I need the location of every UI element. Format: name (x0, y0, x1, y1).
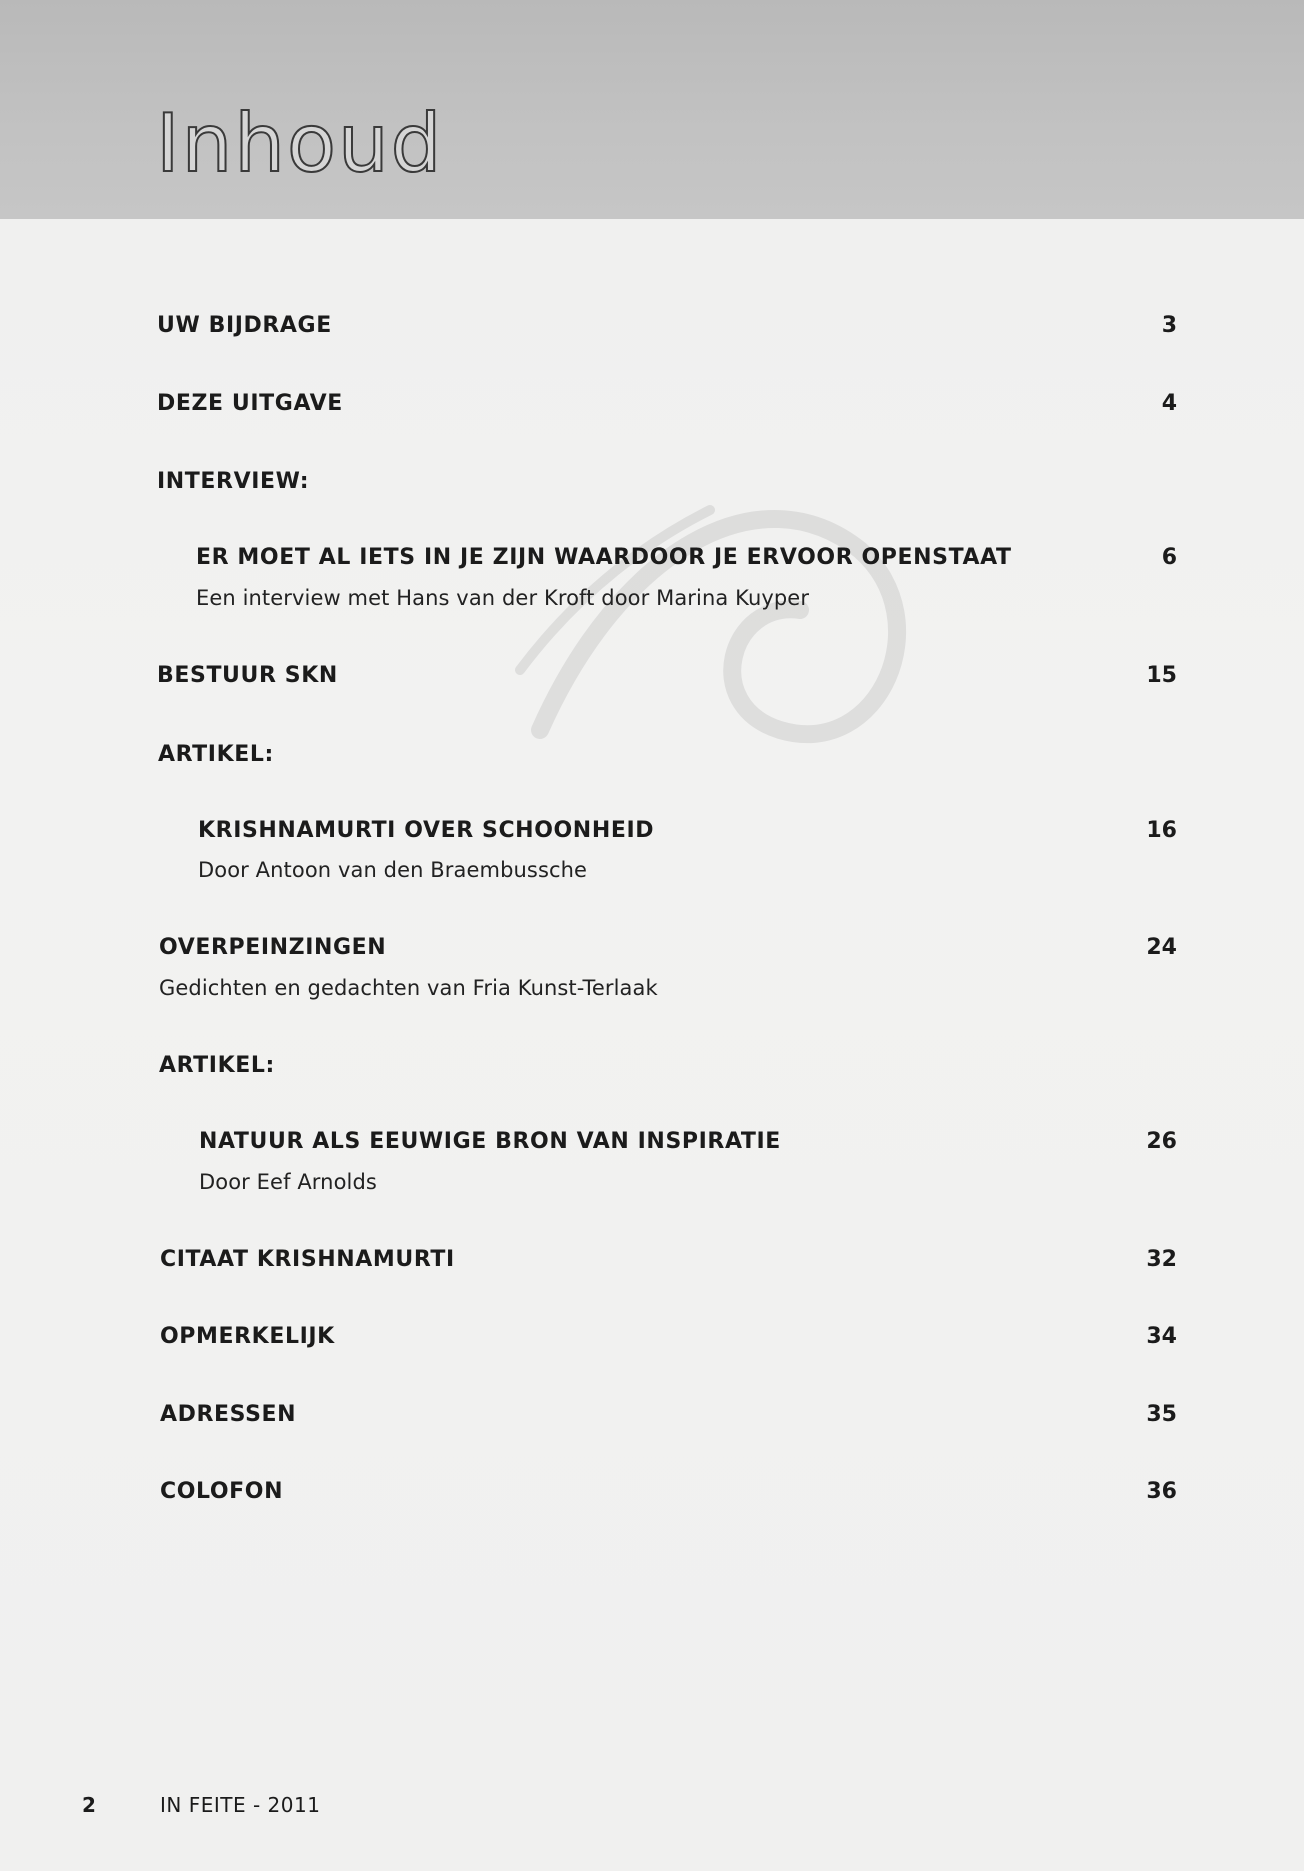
page-title: Inhoud (156, 97, 444, 190)
toc-entry-deze-uitgave[interactable]: DEZE UITGAVE (157, 391, 343, 416)
footer-magazine-title: IN FEITE - 2011 (160, 1793, 321, 1817)
toc-entry-uw-bijdrage[interactable]: UW BIJDRAGE (157, 313, 332, 338)
toc-page-opmerkelijk: 34 (1146, 1324, 1177, 1349)
toc-entry-opmerkelijk[interactable]: OPMERKELIJK (160, 1324, 335, 1349)
toc-page-artikel-schoonheid: 16 (1146, 818, 1177, 843)
toc-entry-adressen[interactable]: ADRESSEN (160, 1402, 297, 1427)
toc-section-artikel: ARTIKEL: (158, 742, 274, 767)
toc-entry-citaat[interactable]: CITAAT KRISHNAMURTI (160, 1247, 455, 1272)
toc-entry-overpeinzingen[interactable]: OVERPEINZINGEN (159, 935, 387, 960)
toc-section-interview: INTERVIEW: (157, 469, 310, 494)
toc-page-artikel-natuur: 26 (1146, 1129, 1177, 1154)
toc-entry-artikel-schoonheid[interactable]: KRISHNAMURTI OVER SCHOONHEID (198, 818, 655, 843)
toc-page-colofon: 36 (1146, 1479, 1177, 1504)
toc-entry-bestuur-skn[interactable]: BESTUUR SKN (157, 663, 338, 688)
toc-page-bestuur-skn: 15 (1146, 663, 1177, 688)
toc-subtitle-overpeinzingen: Gedichten en gedachten van Fria Kunst-Terlaak (159, 976, 658, 1000)
toc-section-artikel-2: ARTIKEL: (159, 1053, 275, 1078)
toc-page-interview: 6 (1161, 545, 1177, 570)
toc-page-uw-bijdrage: 3 (1161, 313, 1177, 338)
toc-subtitle-artikel-natuur: Door Eef Arnolds (199, 1170, 377, 1194)
toc-entry-interview[interactable]: ER MOET AL IETS IN JE ZIJN WAARDOOR JE ERVOOR OPENSTAAT (196, 545, 1012, 570)
toc-subtitle-interview: Een interview met Hans van der Kroft door Marina Kuyper (196, 586, 810, 610)
toc-page-citaat: 32 (1146, 1247, 1177, 1272)
toc-page-overpeinzingen: 24 (1146, 935, 1177, 960)
toc-entry-colofon[interactable]: COLOFON (160, 1479, 284, 1504)
toc-entry-artikel-natuur[interactable]: NATUUR ALS EEUWIGE BRON VAN INSPIRATIE (199, 1129, 781, 1154)
toc-subtitle-artikel-schoonheid: Door Antoon van den Braembussche (198, 858, 588, 882)
toc-page-deze-uitgave: 4 (1161, 391, 1177, 416)
footer-page-number: 2 (82, 1793, 96, 1817)
toc-page-adressen: 35 (1146, 1402, 1177, 1427)
